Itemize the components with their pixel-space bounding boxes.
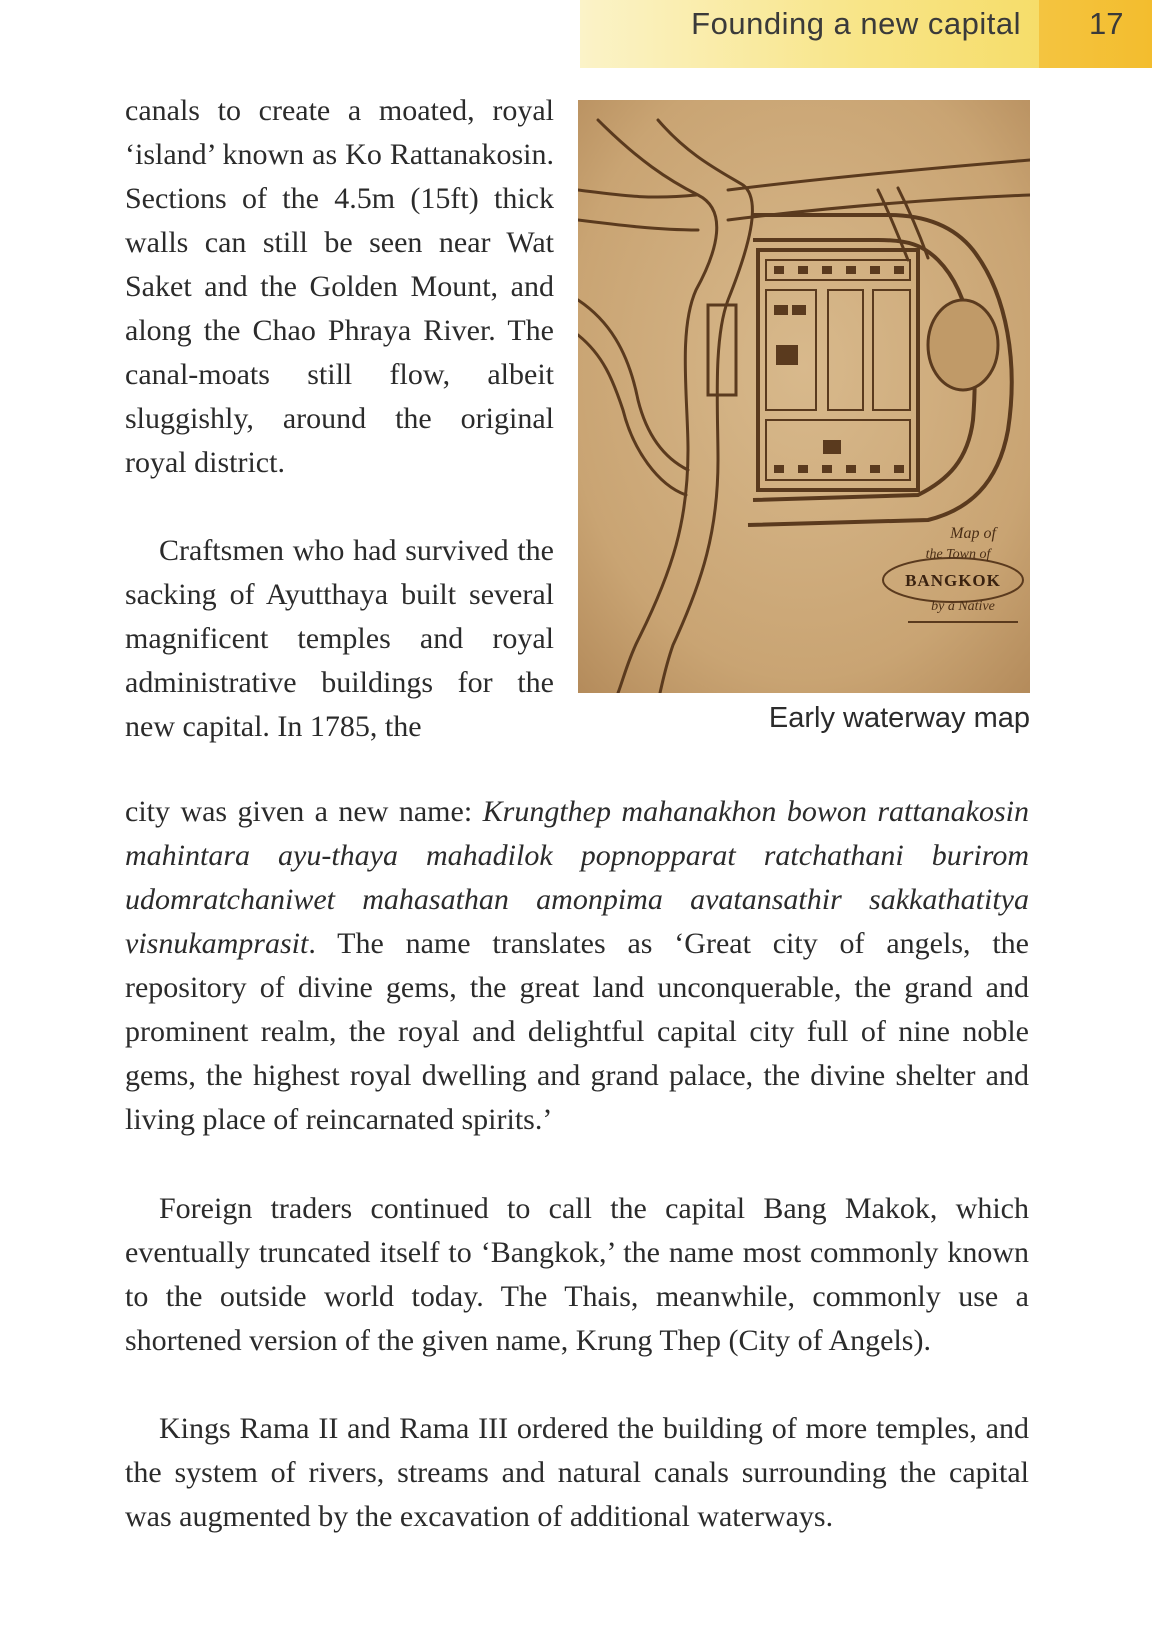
paragraph-foreign-traders: Foreign traders continued to call the capital Bang Makok, which eventually truncated itself to ‘Bangkok,’ the name most commonly known to the outside world today. The Thais, meanwhile, commonly use a shortened version of the given name, Krung Thep (City of Angels). — [125, 1192, 1029, 1357]
name-translation: . The name translates as ‘Great city of angels, the repository of divine gems, the great land unconquerable, the grand and prominent realm, the royal and delightful capital city full of nine noble gems, the highest royal dwelling and grand palace, the divine shelter and living place of reincarnated spirits.’ — [125, 927, 1029, 1136]
east-island — [928, 300, 998, 390]
page-number-tab — [1039, 0, 1152, 68]
paragraph-ko-rattanakosin: canals to create a moated, royal ‘island’ known as Ko Rattanakosin. Sections of the 4.5m (15ft) thick walls can still be seen near Wat Saket and the Golden Mount, and along the Chao Phraya River. The canal-moats still flow, albeit sluggishly, around the original royal district. — [125, 94, 554, 479]
map-title-line3: BANGKOK — [905, 571, 1001, 590]
paragraph-craftsmen-start — [125, 529, 554, 789]
map-title-line2: the Town of — [925, 547, 991, 562]
paragraph-city-name — [125, 790, 1029, 1142]
waterway-map-image — [578, 100, 1030, 693]
city-name-lead: city was given a new name: — [125, 795, 483, 828]
map-title-line4: by a Native — [931, 599, 995, 614]
map-title-line1: Map of — [950, 525, 996, 542]
map-caption: Early waterway map — [768, 702, 1030, 734]
page-number: 17 — [1089, 6, 1124, 41]
paragraph-craftsmen-text: Craftsmen who had survived the sacking of Ayutthaya built several magnificent temples and royal administrative buildings for the new capital. In 1785, the — [125, 534, 554, 743]
section-title: Founding a new capital — [691, 6, 1021, 41]
waterway-map-figure — [578, 100, 1030, 693]
thai-full-name: Krungthep mahanakhon bowon rattanakosin mahintara ayu-thaya mahadilok popnopparat ratchathani burirom udomratchaniwet mahasathan amonpima avatansathir sakkathatitya visnukamprasit — [125, 795, 1030, 960]
section-header-band — [580, 0, 1039, 68]
paragraph-kings-rama: Kings Rama II and Rama III ordered the building of more temples, and the system of rivers, streams and natural canals surrounding the capital was augmented by the excavation of additional waterways. — [125, 1412, 1029, 1533]
